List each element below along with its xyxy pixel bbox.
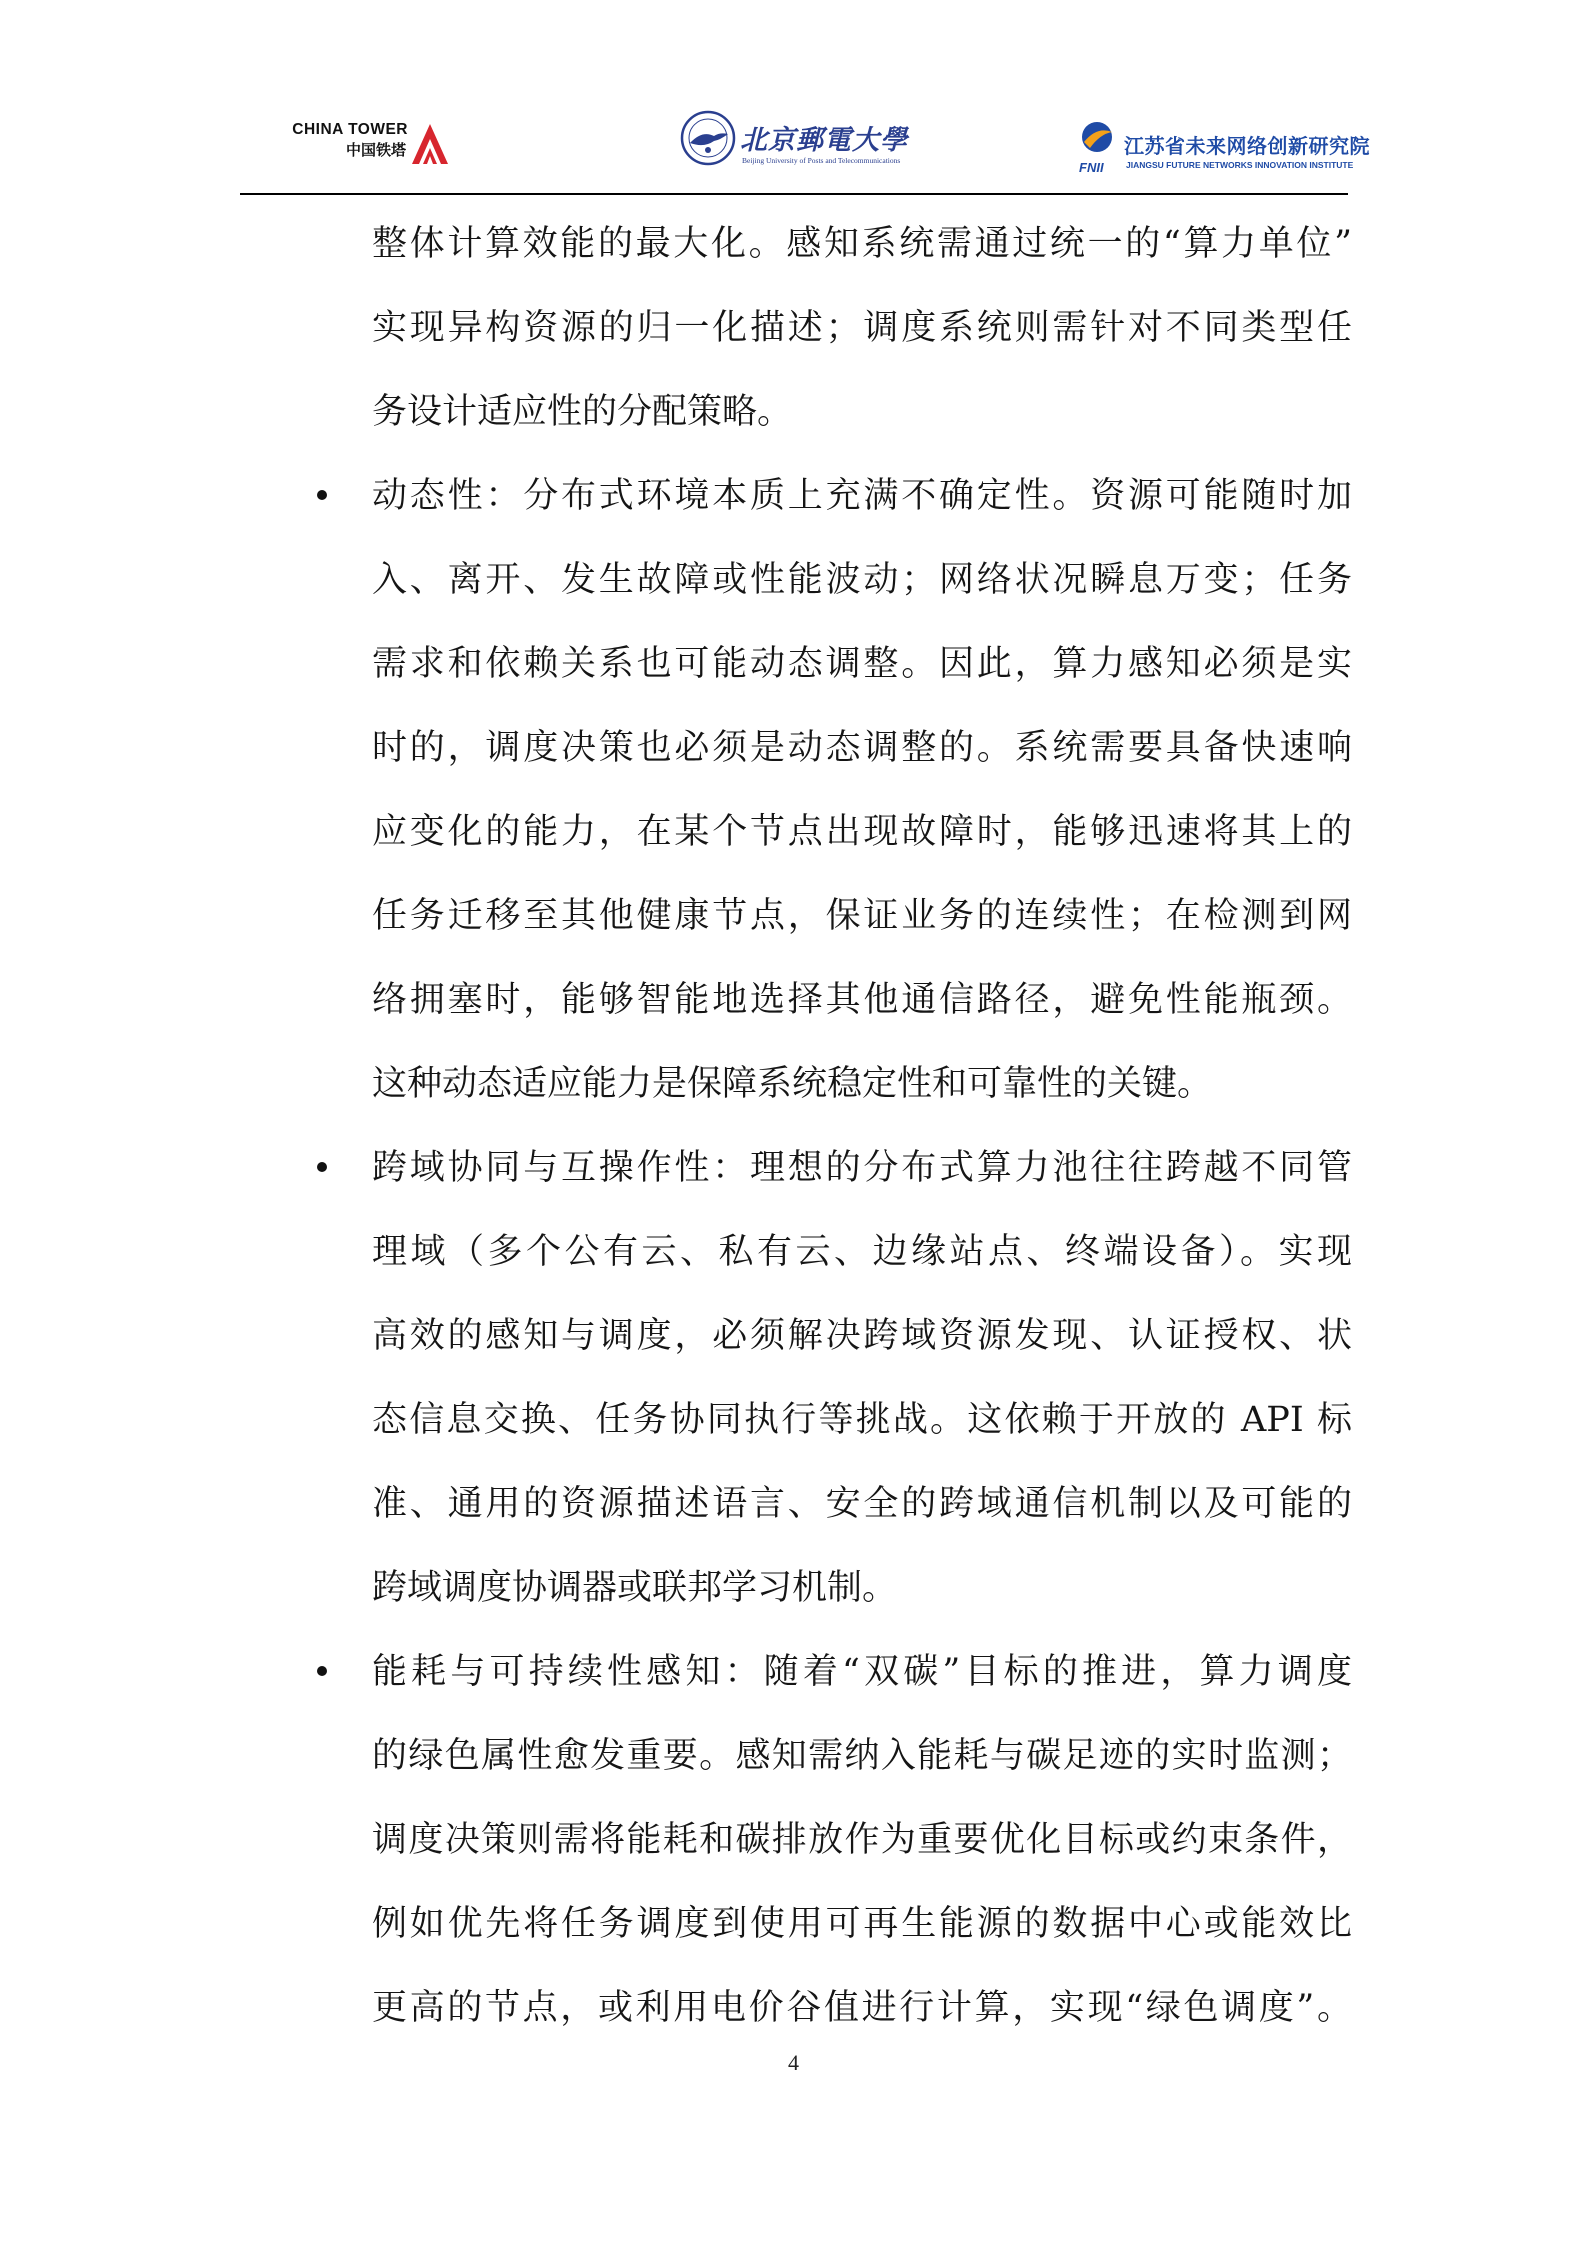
- bullet-dynamic-line: 动态性：分布式环境本质上充满不确定性。资源可能随时加: [372, 476, 1352, 516]
- bullet-cross-domain-line: 跨域协同与互操作性：理想的分布式算力池往往跨越不同管: [372, 1148, 1352, 1188]
- bullet-cross-domain-line: 理域（多个公有云、私有云、边缘站点、终端设备）。实现: [372, 1232, 1352, 1272]
- bullet-dynamic-line: 需求和依赖关系也可能动态调整。因此，算力感知必须是实: [372, 644, 1352, 684]
- fnii-name-cn: 江苏省未来网络创新研究院: [1124, 134, 1370, 158]
- china-tower-logo: [248, 120, 458, 172]
- bullet-dynamic-line: 入、离开、发生故障或性能波动；网络状况瞬息万变；任务: [372, 560, 1352, 600]
- header-divider: [240, 193, 1348, 195]
- fnii-mark-icon: [1076, 120, 1118, 176]
- bullet-dynamic-line: 应变化的能力，在某个节点出现故障时，能够迅速将其上的: [372, 812, 1352, 852]
- bupt-name-en: Beijing University of Posts and Telecommunications: [742, 156, 901, 165]
- bullet-energy-line: 调度决策则需将能耗和碳排放作为重要优化目标或约束条件，: [372, 1820, 1352, 1860]
- bullet-icon: [315, 1630, 335, 1714]
- bullet-energy-line: 的绿色属性愈发重要。感知需纳入能耗与碳足迹的实时监测；: [372, 1736, 1352, 1776]
- bullet-dynamic-line: 络拥塞时，能够智能地选择其他通信路径，避免性能瓶颈。: [372, 980, 1352, 1020]
- bullet-cross-domain-line: 态信息交换、任务协同执行等挑战。这依赖于开放的 API 标: [372, 1400, 1352, 1440]
- bullet-cross-domain-line: 高效的感知与调度，必须解决跨域资源发现、认证授权、状: [372, 1316, 1352, 1356]
- bullet-cross-domain-line: 跨域调度协调器或联邦学习机制。: [372, 1568, 898, 1608]
- bullet-cross-domain-line: 准、通用的资源描述语言、安全的跨域通信机制以及可能的: [372, 1484, 1352, 1524]
- bupt-name-cn: 北京郵電大學: [740, 125, 908, 156]
- fnii-name-en: JIANGSU FUTURE NETWORKS INNOVATION INSTITUTE: [1126, 160, 1354, 170]
- bullet-dynamic-line: 时的，调度决策也必须是动态调整的。系统需要具备快速响: [372, 728, 1352, 768]
- page-number: 4: [788, 2050, 799, 2075]
- bupt-seal-icon: [680, 110, 736, 166]
- china-tower-name-en: CHINA TOWER: [292, 121, 408, 138]
- bullet-energy-line: 例如优先将任务调度到使用可再生能源的数据中心或能效比: [372, 1904, 1352, 1944]
- china-tower-mark-icon: [410, 122, 450, 166]
- page-header: [0, 0, 1587, 196]
- text-line: 整体计算效能的最大化。感知系统需通过统一的“算力单位”: [372, 224, 1352, 264]
- bullet-dynamic-line: 这种动态适应能力是保障系统稳定性和可靠性的关键。: [372, 1064, 1213, 1104]
- text-line: 务设计适应性的分配策略。: [372, 392, 793, 432]
- bupt-logo: [680, 110, 908, 176]
- text-line: 实现异构资源的归一化描述；调度系统则需针对不同类型任: [372, 308, 1352, 348]
- bullet-energy-line: 更高的节点，或利用电价谷值进行计算，实现“绿色调度”。: [372, 1988, 1352, 2028]
- bullet-icon: [315, 1126, 335, 1210]
- fnii-logo: [1076, 120, 1370, 180]
- bullet-dynamic-line: 任务迁移至其他健康节点，保证业务的连续性；在检测到网: [372, 896, 1352, 936]
- bullet-energy-line: 能耗与可持续性感知：随着“双碳”目标的推进，算力调度: [372, 1652, 1352, 1692]
- fnii-abbr: FNII: [1079, 160, 1104, 175]
- bullet-icon: [315, 454, 335, 538]
- china-tower-name-cn: 中国铁塔: [345, 141, 406, 159]
